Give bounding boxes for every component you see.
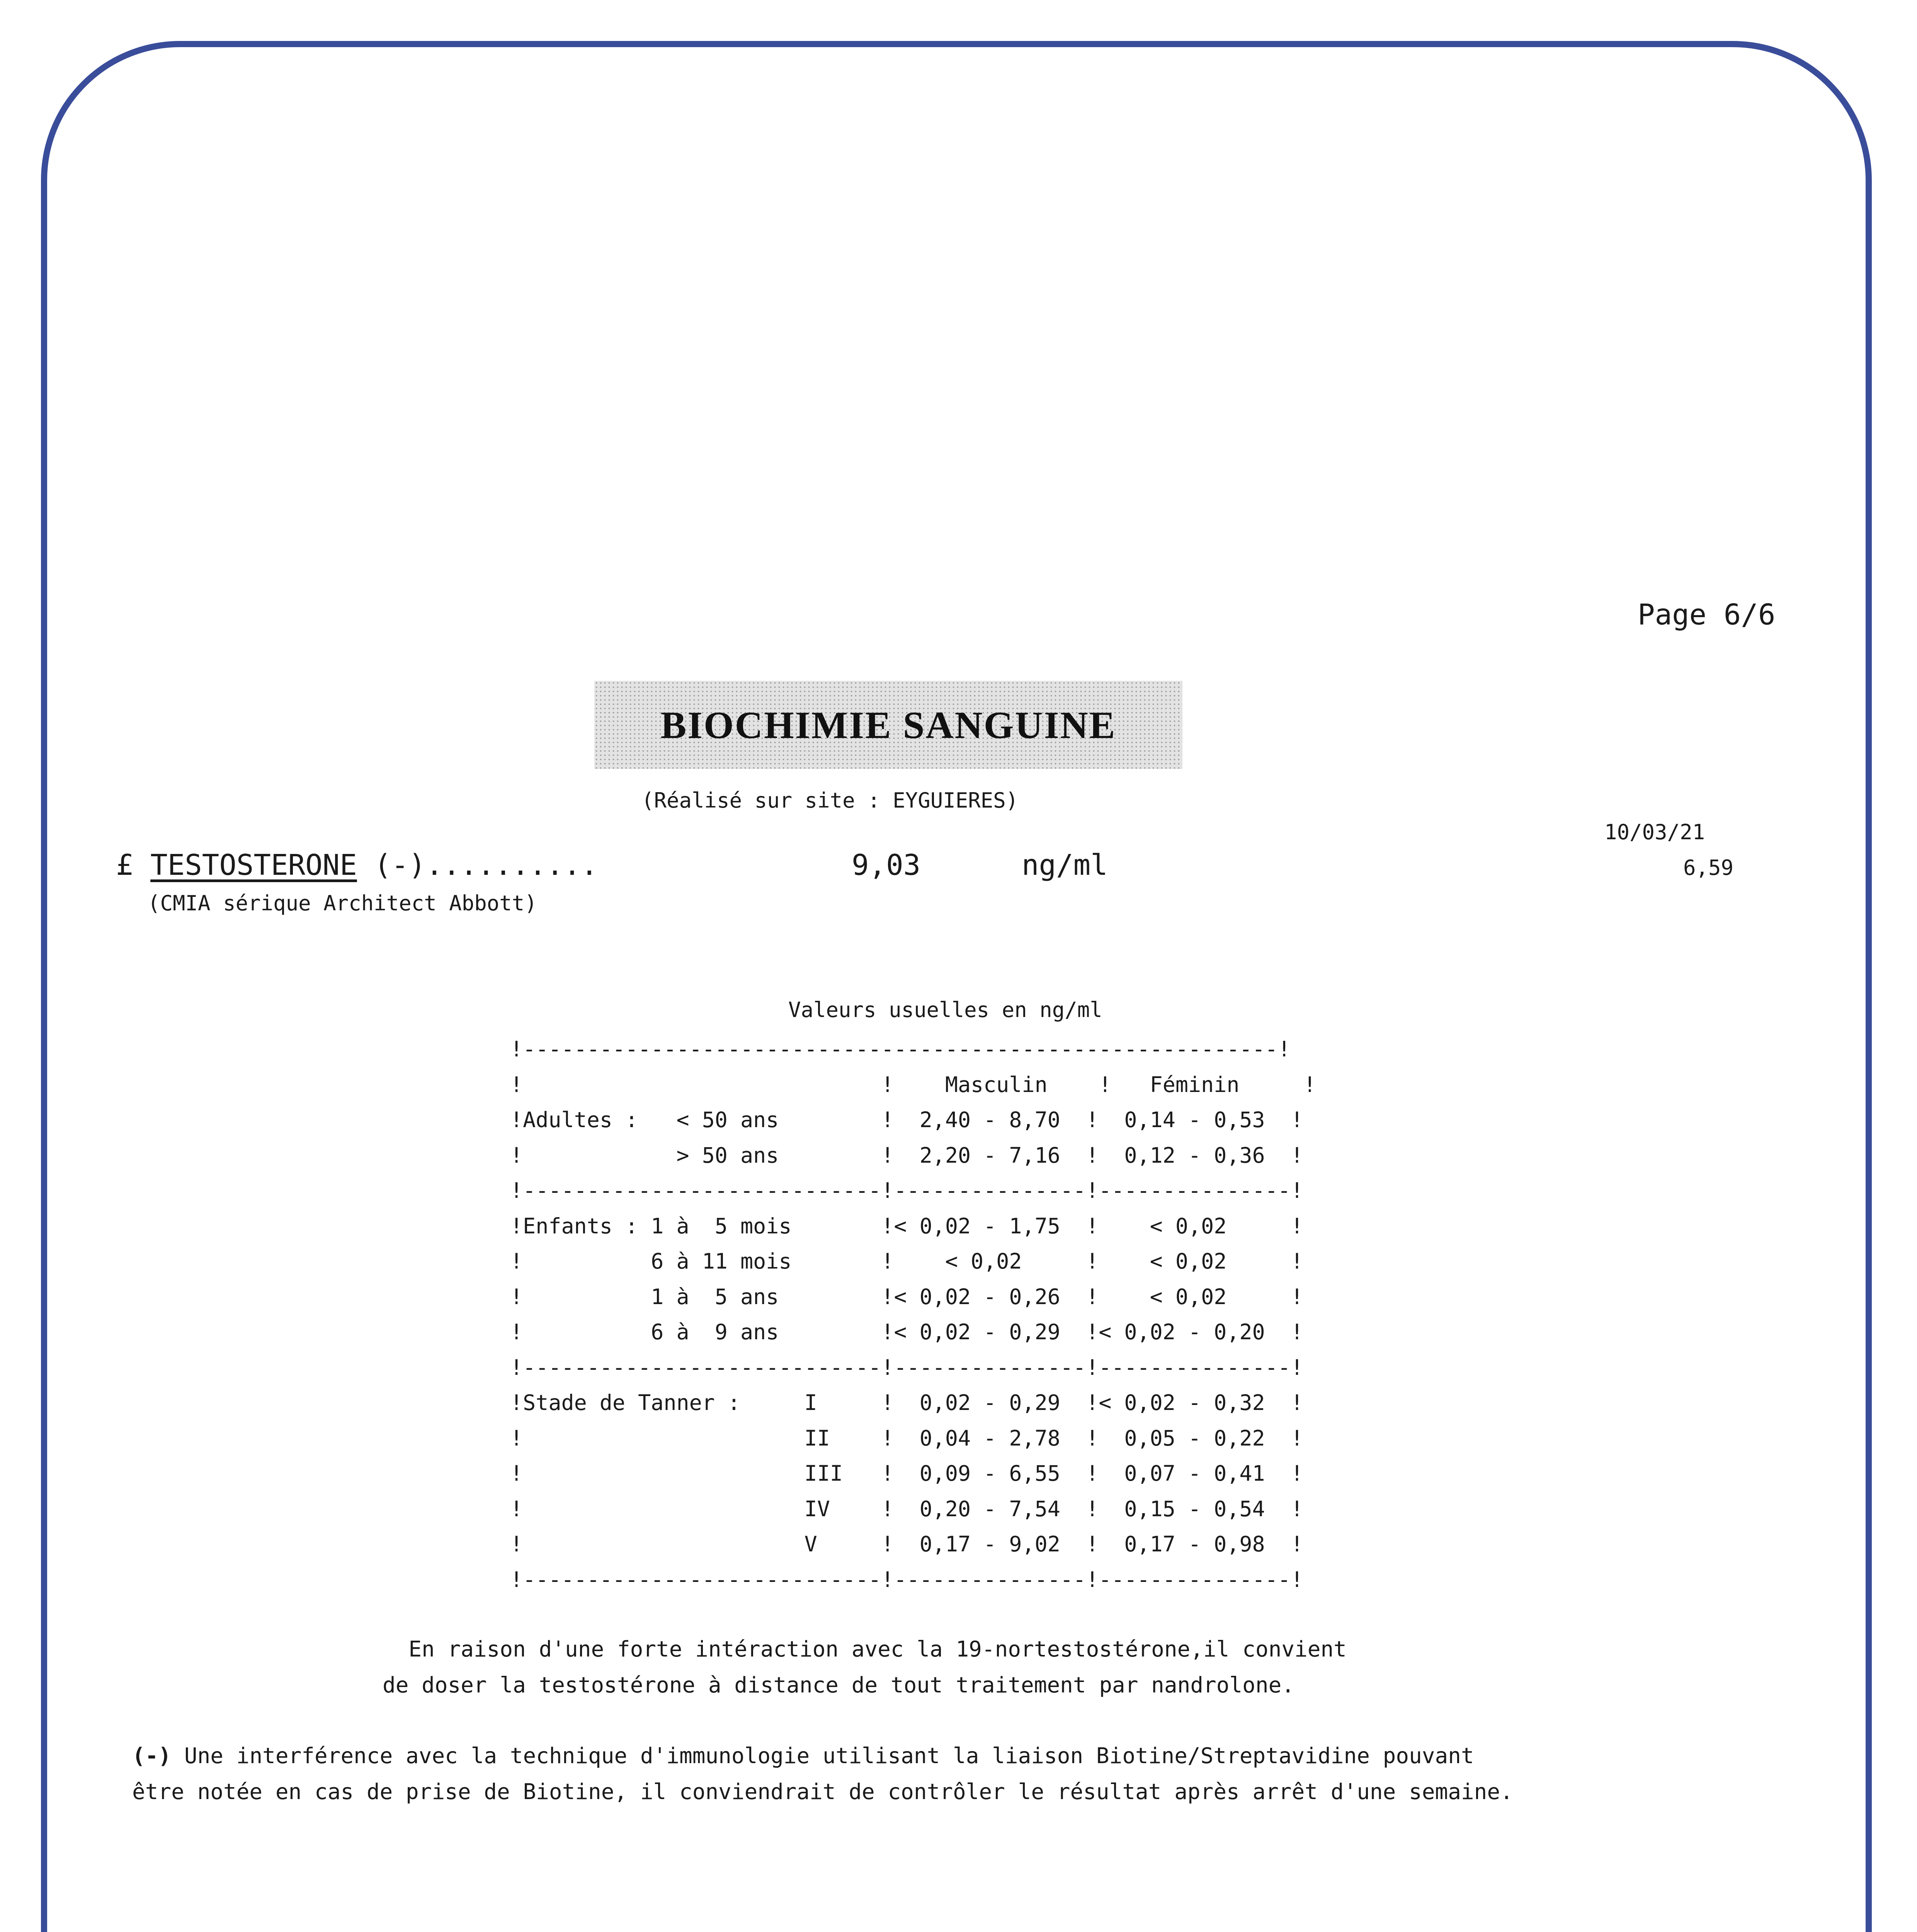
test-result-unit: ng/ml	[1022, 849, 1108, 882]
test-name-suffix: (-)..........	[357, 849, 598, 882]
test-name: TESTOSTERONE	[150, 849, 357, 882]
previous-result-date: 10/03/21	[1604, 820, 1705, 844]
reference-caption: Valeurs usuelles en ng/ml	[788, 998, 1102, 1022]
test-result-value: 9,03	[852, 849, 921, 882]
reference-table-row: ! > 50 ans ! 2,20 - 7,16 ! 0,12 - 0,36 !	[510, 1143, 1303, 1168]
previous-result-value: 6,59	[1683, 855, 1734, 880]
reference-table-row: !Adultes : < 50 ans ! 2,40 - 8,70 ! 0,14 - 0,53 !	[510, 1107, 1303, 1132]
reference-table-row: !Stade de Tanner : I ! 0,02 - 0,29 !< 0,02 - 0,32 !	[510, 1390, 1303, 1415]
section-title-box	[594, 681, 1182, 769]
note-line: être notée en cas de prise de Biotine, il conviendrait de contrôler le résultat après arrêt d'une semaine.	[132, 1779, 1513, 1804]
site-info: (Réalisé sur site : EYGUIERES)	[641, 788, 1019, 813]
reference-table-row: ! 6 à 11 mois ! < 0,02 ! < 0,02 !	[510, 1249, 1303, 1274]
note-line: En raison d'une forte intéraction avec la 19-nortestostérone,il convient	[383, 1637, 1347, 1662]
note-line: de doser la testostérone à distance de tout traitement par nandrolone.	[383, 1673, 1295, 1698]
accreditation-mark: £	[116, 849, 133, 882]
reference-table-row: ! 6 à 9 ans !< 0,02 - 0,29 !< 0,02 - 0,20 !	[510, 1320, 1303, 1344]
reference-table-row: ! II ! 0,04 - 2,78 ! 0,05 - 0,22 !	[510, 1425, 1303, 1451]
reference-table-row: !----------------------------!---------------!---------------!	[510, 1178, 1303, 1203]
note-text: Une interférence avec la technique d'immunologie utilisant la liaison Biotine/Streptavidine pouvant	[171, 1743, 1474, 1769]
reference-table-row: ! V ! 0,17 - 9,02 ! 0,17 - 0,98 !	[510, 1532, 1303, 1556]
reference-table-row: ! ! Masculin ! Féminin !	[510, 1072, 1317, 1097]
test-method: (CMIA sérique Architect Abbott)	[148, 891, 537, 915]
reference-table-row: !Enfants : 1 à 5 mois !< 0,02 - 1,75 ! < 0,02 !	[510, 1213, 1303, 1238]
interference-mark: (-)	[132, 1743, 172, 1769]
reference-table-row: ! III ! 0,09 - 6,55 ! 0,07 - 0,41 !	[510, 1461, 1303, 1486]
test-result-label	[116, 849, 598, 882]
reference-table-row: ! IV ! 0,20 - 7,54 ! 0,15 - 0,54 !	[510, 1496, 1303, 1521]
interference-note	[132, 1738, 1513, 1810]
page-number: Page 6/6	[1638, 598, 1776, 631]
reference-table-row: !----------------------------!---------------!---------------!	[510, 1567, 1303, 1592]
section-title: BIOCHIMIE SANGUINE	[660, 703, 1116, 747]
reference-table	[510, 1032, 1316, 1597]
reference-table-row: ! 1 à 5 ans !< 0,02 - 0,26 ! < 0,02 !	[510, 1284, 1303, 1309]
reference-table-row: !-----------------------------------------------------------!	[510, 1037, 1291, 1061]
reference-table-row: !----------------------------!---------------!---------------!	[510, 1355, 1303, 1380]
note-line	[132, 1738, 1513, 1774]
nandrolone-note	[383, 1631, 1347, 1703]
